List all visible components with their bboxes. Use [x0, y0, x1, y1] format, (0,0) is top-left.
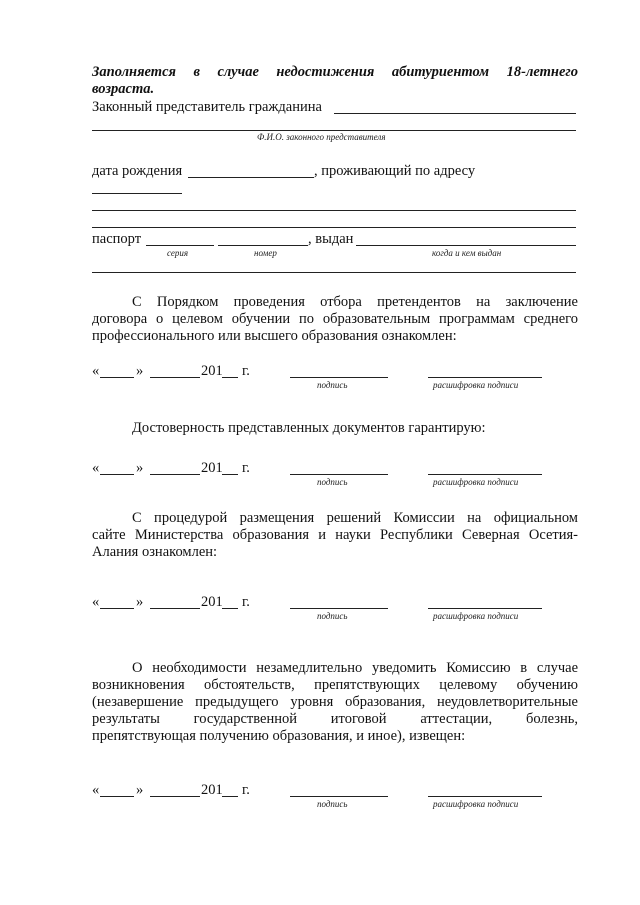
- address-label: , проживающий по адресу: [314, 163, 476, 179]
- consent-text-2-line-1: Достоверность представленных документов гарантирую:: [132, 420, 486, 436]
- fio-caption: Ф.И.О. законного представителя: [257, 132, 386, 142]
- signature-caption: подпись: [317, 611, 348, 621]
- signature-decode-caption: расшифровка подписи: [433, 477, 519, 487]
- consent-text-3-line-2: сайте Министерства образования и науки Республики Северная Осетия-: [92, 527, 578, 543]
- series-caption: серия: [167, 248, 189, 258]
- year-suffix: г.: [242, 594, 250, 610]
- consent-text-1-line-2: договора о целевом обучении по образовательным программам среднего: [92, 311, 578, 327]
- issued-label: , выдан: [308, 231, 354, 247]
- number-caption: номер: [254, 248, 277, 258]
- year-field[interactable]: [222, 796, 238, 797]
- month-field[interactable]: [150, 474, 200, 475]
- consent-text-4-line-1: О необходимости незамедлительно уведомить Комиссию в случае: [132, 660, 578, 676]
- representative-name-field-2[interactable]: [92, 130, 576, 131]
- signature-decode-caption: расшифровка подписи: [433, 611, 519, 621]
- year-field[interactable]: [222, 608, 238, 609]
- signature-caption: подпись: [317, 799, 348, 809]
- quote-close: »: [136, 363, 144, 379]
- consent-text-1-line-3: профессионального или высшего образования ознакомлен:: [92, 328, 457, 344]
- signature-decode-caption: расшифровка подписи: [433, 380, 519, 390]
- signature-field[interactable]: [290, 608, 388, 609]
- address-field-1[interactable]: [92, 193, 182, 194]
- signature-field[interactable]: [290, 377, 388, 378]
- representative-name-field[interactable]: [334, 113, 576, 114]
- passport-number-field[interactable]: [218, 245, 308, 246]
- quote-close: »: [136, 460, 144, 476]
- signature-field[interactable]: [290, 474, 388, 475]
- year-prefix: 201: [201, 363, 223, 379]
- passport-series-field[interactable]: [146, 245, 214, 246]
- quote-open: «: [92, 782, 100, 798]
- consent-text-4-line-3: (незавершение предыдущего уровня образования, неудовлетворительные: [92, 694, 578, 710]
- signature-caption: подпись: [317, 380, 348, 390]
- signature-decode-field[interactable]: [428, 377, 542, 378]
- year-suffix: г.: [242, 782, 250, 798]
- day-field[interactable]: [100, 377, 134, 378]
- address-field-2[interactable]: [92, 210, 576, 211]
- year-field[interactable]: [222, 474, 238, 475]
- birth-date-label: дата рождения: [92, 163, 183, 179]
- quote-close: »: [136, 594, 144, 610]
- signature-decode-field[interactable]: [428, 796, 542, 797]
- year-suffix: г.: [242, 363, 250, 379]
- year-prefix: 201: [201, 594, 223, 610]
- day-field[interactable]: [100, 474, 134, 475]
- day-field[interactable]: [100, 608, 134, 609]
- signature-caption: подпись: [317, 477, 348, 487]
- quote-open: «: [92, 460, 100, 476]
- issued-caption: когда и кем выдан: [432, 248, 502, 258]
- passport-label: паспорт: [92, 231, 142, 247]
- year-field[interactable]: [222, 377, 238, 378]
- issued-by-field[interactable]: [356, 245, 576, 246]
- day-field[interactable]: [100, 796, 134, 797]
- representative-label: Законный представитель гражданина: [92, 99, 322, 115]
- year-suffix: г.: [242, 460, 250, 476]
- consent-text-3-line-3: Алания ознакомлен:: [92, 544, 218, 560]
- consent-text-4-line-4: результаты государственной итоговой аттестации, болезнь,: [92, 711, 578, 727]
- year-prefix: 201: [201, 460, 223, 476]
- consent-text-4-line-2: возникновения обстоятельств, препятствующих целевому обучению: [92, 677, 578, 693]
- quote-close: »: [136, 782, 144, 798]
- consent-text-4-line-5: препятствующая получению образования, и иное), извещен:: [92, 728, 466, 744]
- issued-by-field-2[interactable]: [92, 272, 576, 273]
- quote-open: «: [92, 594, 100, 610]
- signature-decode-field[interactable]: [428, 608, 542, 609]
- month-field[interactable]: [150, 377, 200, 378]
- consent-text-1-line-1: С Порядком проведения отбора претендентов на заключение: [132, 294, 578, 310]
- header-line-2: возраста.: [92, 81, 155, 97]
- signature-decode-field[interactable]: [428, 474, 542, 475]
- consent-text-3-line-1: С процедурой размещения решений Комиссии на официальном: [132, 510, 578, 526]
- quote-open: «: [92, 363, 100, 379]
- signature-field[interactable]: [290, 796, 388, 797]
- year-prefix: 201: [201, 782, 223, 798]
- month-field[interactable]: [150, 796, 200, 797]
- month-field[interactable]: [150, 608, 200, 609]
- address-field-3[interactable]: [92, 227, 576, 228]
- header-line-1: Заполняется в случае недостижения абитуриентом 18-летнего: [92, 64, 578, 80]
- signature-decode-caption: расшифровка подписи: [433, 799, 519, 809]
- birth-date-field[interactable]: [188, 177, 314, 178]
